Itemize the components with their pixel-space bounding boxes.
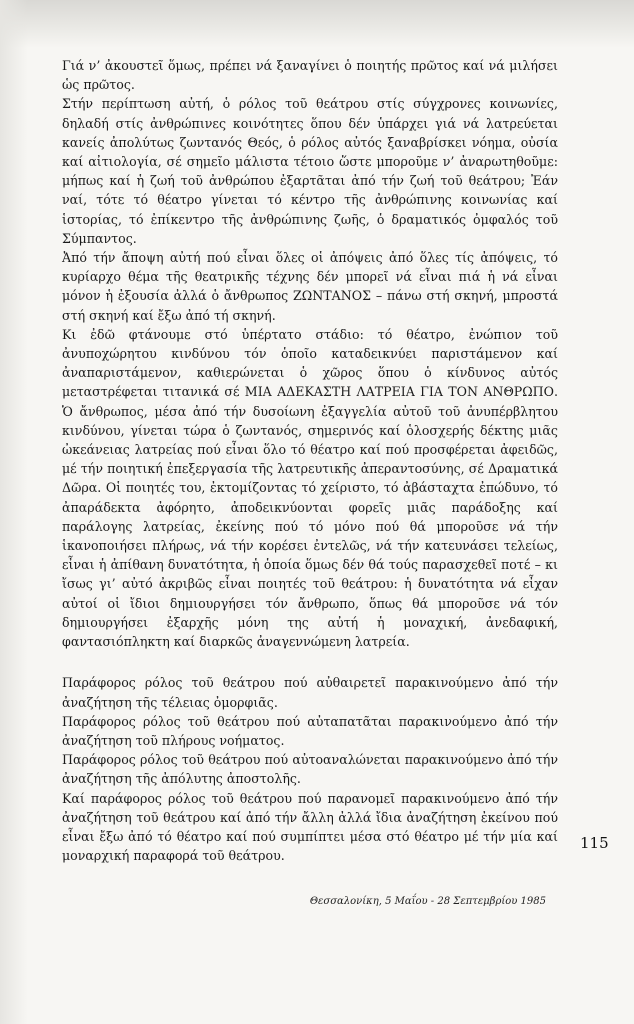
paragraph-2: Στήν περίπτωση αὐτή, ὁ ρόλος τοῦ θεάτρου στίς σύγχρονες κοινωνίες, δηλαδή στίς ἀνθρώπινες κοινότητες ὅπου δέν ὑπάρχει γιά νά λατρεύεται κανείς ἀπολύτως ζωντανός Θεός, ὁ ρόλος αὐτός ξαναβρίσκει νόημα, οὐσία καί αἰτιολογία, σέ σημεῖο μάλιστα τέτοιο ὥστε μποροῦμε ν’ ἀναρωτηθοῦμε: μήπως καί ἡ ζωή τοῦ ἀνθρώπου ἐξαρτᾶται ἀπό τήν ζωή τοῦ θεάτρου; Ἐάν ναί, τότε τό θέατρο γίνεται τό κέντρο τῆς ἀνθρώπινης κοινωνίας καί ἱστορίας, τό ἐπίκεντρο τῆς ἀνθρώπινης ζωῆς, ὁ δραματικός ὀμφαλός τοῦ Σύμπαντος. [62,96,558,246]
section-spacer [62,651,558,673]
page-number: 115 [580,834,609,852]
scan-left-shadow [0,0,28,1024]
page-text [62,56,558,865]
paragraph-3: Ἀπό τήν ἄποψη αὐτή πού εἶναι ὅλες οἱ ἀπόψεις ἀπό ὅλες τίς ἀπόψεις, τό κυρίαρχο θέμα τῆς θεατρικῆς τέχνης δέν μπορεῖ νά εἶναι πιά ἡ νά εἶναι μόνον ἡ ἐξουσία ἀλλά ὁ ἄνθρωπος ΖΩΝΤΑΝΟΣ – πάνω στή σκηνή, μπροστά στή σκηνή καί ἔξω ἀπό τή σκηνή. [62,250,558,323]
date-signature: Θεσσαλονίκη, 5 Μαΐου - 28 Σεπτεμβρίου 1985 [309,896,546,907]
paragraph-8: Καί παράφορος ρόλος τοῦ θεάτρου πού παρανομεῖ παρακινούμενο ἀπό τήν ἀναζήτηση τοῦ θεάτρου καί ἀπό τήν ἄλλη ἀλλά ἴδια ἀναζήτηση ἐκείνου πού εἶναι ἔξω ἀπό τό θέατρο καί πού συμπίπτει μέσα στό θέατρο μέ τήν μία καί μοναρχική παραφορά τοῦ θεάτρου. [62,790,558,864]
scan-top-shadow [0,0,634,48]
paragraph-4: Κι ἐδῶ φτάνουμε στό ὑπέρτατο στάδιο: τό θέατρο, ἐνώπιον τοῦ ἀνυποχώρητου κινδύνου τόν ὁποῖο καταδεικνύει παριστάμενον καί ἀναπαριστάμενον, καθιερώνεται ὁ χῶρος ὅπου ὁ κίνδυνος αὐτός μεταστρέφεται τιτανικά σέ ΜΙΑ ΑΔΕΚΑΣΤΗ ΛΑΤΡΕΙΑ ΓΙΑ ΤΟΝ ΑΝΘΡΩΠΟ. Ὁ ἄνθρωπος, μέσα ἀπό τήν δυσοίωνη ἐξαγγελία αὐτοῦ τοῦ ἀνυπέρβλητου κινδύνου, γίνεται τώρα ὁ ζωντανός, σημερινός καί ὁλοσχερής δέκτης μιᾶς ὠκεάνειας λατρείας πού εἶναι ὅλο τό θέατρο καί πού προσφέρεται ἀφειδῶς, μέ τήν ποιητική ἐπεξεργασία τῆς λατρευτικῆς ἀπεραντοσύνης, σέ Δραματικά Δῶρα. Οἱ ποιητές του, ἐκτομίζοντας τό χείριστο, τό ἀβάσταχτα ἐπώδυνο, τό ἀπαράδεκτα ἀφόρητο, ἀποδεικνύονται φορεῖς μιᾶς παράδοξης καί παράλογης λατρείας, ἐκείνης πού τό μόνο πού θά μποροῦσε νά τήν ἱκανοποιήσει πλήρως, νά τήν κορέσει ἐντελῶς, νά τήν κατευνάσει τελείως, εἶναι ἡ ἀπίθανη δυνατότητα, ἡ ὁποία ὅμως δέν θά τούς παρασχεθεῖ ποτέ – κι ἴσως γι’ αὐτό ἀκριβῶς εἶναι ποιητές τοῦ θεάτρου: ἡ δυνατότητα νά εἶχαν αὐτοί οἱ ἴδιοι δημιουργήσει τόν ἄνθρωπο, ὅπως θά μποροῦσε νά τόν δημιουργήσει ἐξαρχῆς μόνη της αὐτή ἡ μοναχική, ἀνεδαφική, φαντασιόπληκτη καί διαρκῶς ἀναγεννώμενη λατρεία. [62,326,558,650]
paragraph-7: Παράφορος ρόλος τοῦ θεάτρου πού αὐτοαναλώνεται παρακινούμενο ἀπό τήν ἀναζήτηση τῆς ἀπόλυτης ἀποστολῆς. [62,752,558,787]
paragraph-5: Παράφορος ρόλος τοῦ θεάτρου πού αὐθαιρετεῖ παρακινούμενο ἀπό τήν ἀναζήτηση τῆς τέλειας ὀμορφιᾶς. [62,675,558,710]
paragraph-1: Γιά ν’ ἀκουστεῖ ὅμως, πρέπει νά ξαναγίνει ὁ ποιητής πρῶτος καί νά μιλήσει ὡς πρῶτος. [62,58,558,93]
paragraph-6: Παράφορος ρόλος τοῦ θεάτρου πού αὐταπατᾶται παρακινούμενο ἀπό τήν ἀναζήτηση τοῦ πλήρους νοήματος. [62,713,558,748]
